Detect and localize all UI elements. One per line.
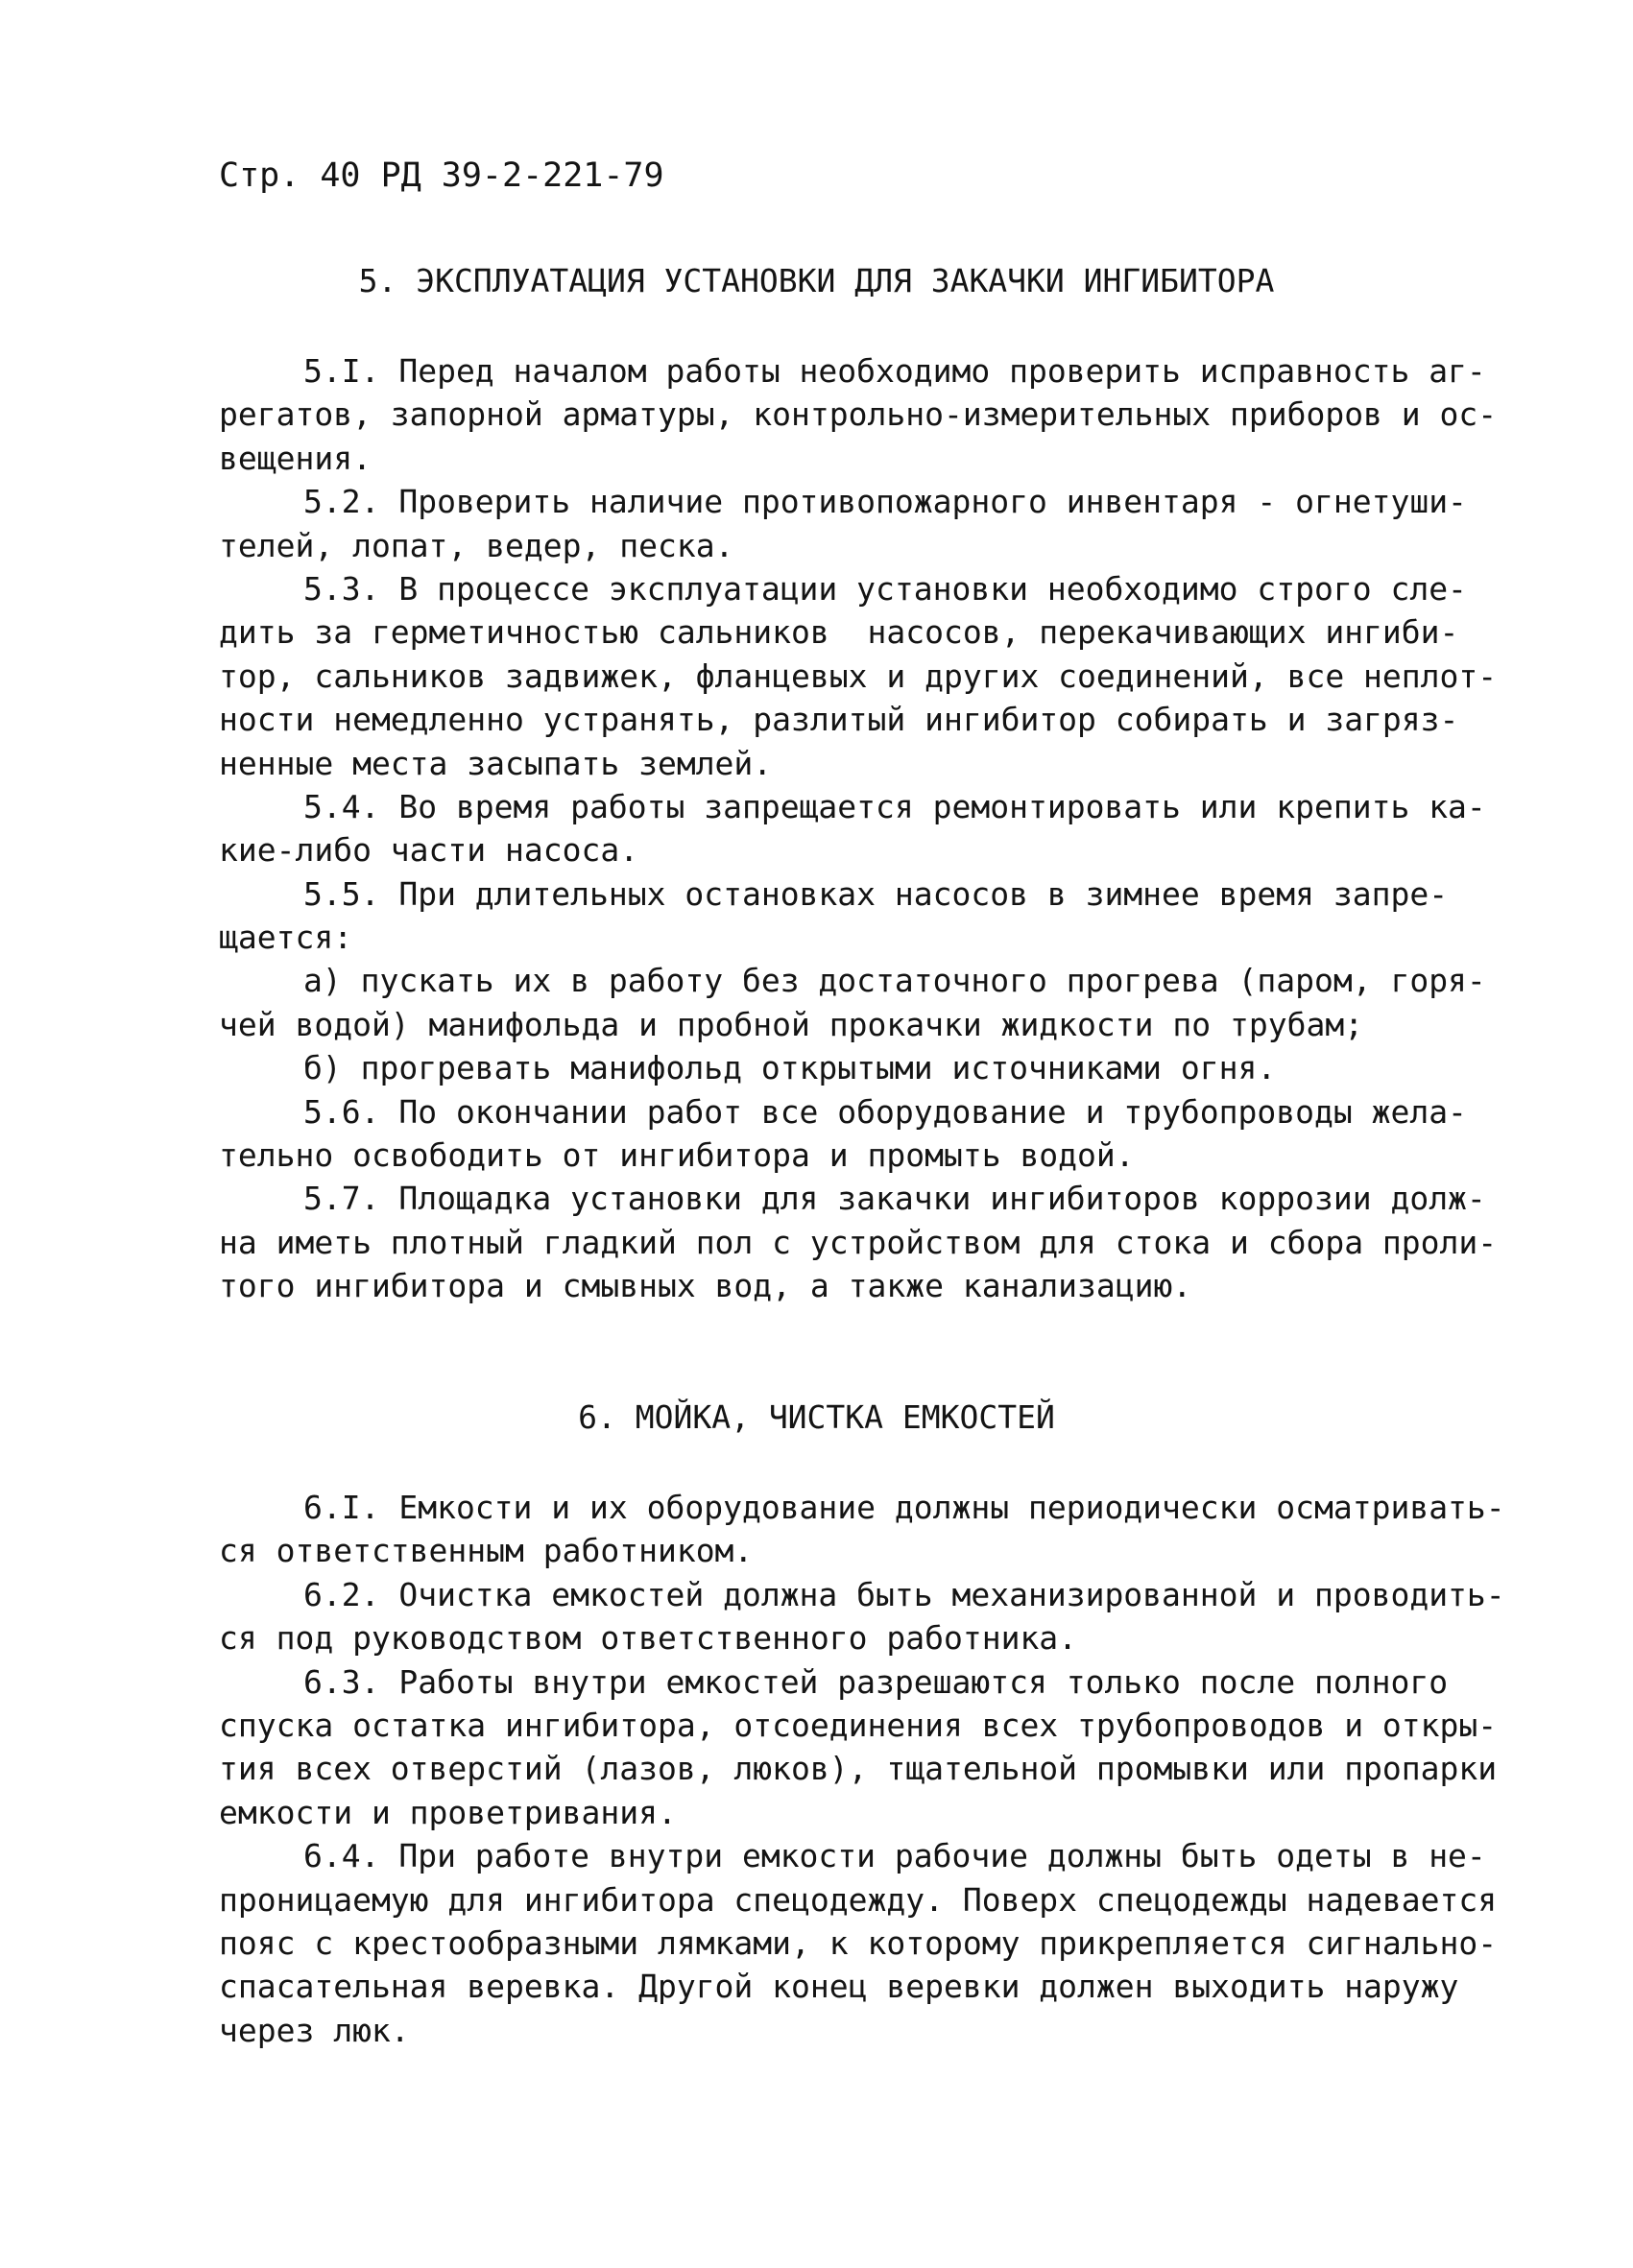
text-line: 6.I. Емкости и их оборудование должны периодически осматривать- <box>303 1489 1505 1526</box>
text-line: кие-либо части насоса. <box>219 831 639 870</box>
text-line: щается: <box>219 919 353 957</box>
text-line: 5.3. В процессе эксплуатации установки необходимо строго сле- <box>303 569 1467 608</box>
text-line: емкости и проветривания. <box>219 1793 677 1831</box>
text-line: 6.3. Работы внутри емкостей разрешаются только после полного <box>303 1662 1449 1701</box>
text-line: тия всех отверстий (лазов, люков), тщательной промывки или пропарки <box>219 1750 1498 1788</box>
text-line: тельно освободить от ингибитора и промыть водой. <box>219 1136 1135 1175</box>
text-line: регатов, запорной арматуры, контрольно-измерительных приборов и ос- <box>219 395 1498 434</box>
text-line: спуска остатка ингибитора, отсоединения всех трубопроводов и откры- <box>219 1706 1498 1744</box>
text-line: спасательная веревка. Другой конец веревки должен выходить наружу <box>219 1968 1459 2006</box>
text-line: дить за герметичностью сальников насосов, перекачивающих ингиби- <box>219 613 1459 652</box>
section-5-title: 5. ЭКСПЛУАТАЦИЯ УСТАНОВКИ ДЛЯ ЗАКАЧКИ ИНГИБИТОРА <box>358 262 1275 299</box>
section-6-body <box>219 1486 1505 2052</box>
text-line: 5.4. Во время работы запрещается ремонтировать или крепить ка- <box>303 787 1486 825</box>
text-line: на иметь плотный гладкий пол с устройством для стока и сбора проли- <box>219 1223 1498 1261</box>
page-header: Стр. 40 РД 39-2-221-79 <box>219 156 664 195</box>
text-line: 6.2. Очистка емкостей должна быть механизированной и проводить- <box>303 1575 1505 1613</box>
section-5-body <box>219 349 1498 1308</box>
text-line: ся под руководством ответственного работника. <box>219 1619 1078 1658</box>
text-line: 6.4. При работе внутри емкости рабочие должны быть одеты в не- <box>303 1837 1486 1875</box>
text-line: через люк. <box>219 2011 410 2049</box>
text-line: 5.7. Площадка установки для закачки ингибиторов коррозии долж- <box>303 1180 1486 1218</box>
text-line: вещения. <box>219 439 372 477</box>
text-line: телей, лопат, ведер, песка. <box>219 526 734 564</box>
text-line: тор, сальников задвижек, фланцевых и других соединений, все неплот- <box>219 657 1498 695</box>
text-line: 5.I. Перед началом работы необходимо проверить исправность аг- <box>303 352 1486 390</box>
text-line: 5.5. При длительных остановках насосов в зимнее время запре- <box>303 874 1449 913</box>
text-line: того ингибитора и смывных вод, а также канализацию. <box>219 1267 1192 1305</box>
text-line: ности немедленно устранять, разлитый ингибитор собирать и загряз- <box>219 701 1459 739</box>
text-line: б) прогревать манифольд открытыми источниками огня. <box>303 1049 1277 1087</box>
section-6-title: 6. МОЙКА, ЧИСТКА ЕМКОСТЕЙ <box>578 1398 1055 1436</box>
text-line: пояс с крестообразными лямками, к которому прикрепляется сигнально- <box>219 1923 1498 1962</box>
text-line: а) пускать их в работу без достаточного прогрева (паром, горя- <box>303 962 1486 1000</box>
text-line: проницаемую для ингибитора спецодежду. Поверх спецодежды надевается <box>219 1880 1498 1919</box>
text-line: 5.2. Проверить наличие противопожарного инвентаря - огнетуши- <box>303 483 1467 521</box>
text-line: ненные места засыпать землей. <box>219 744 773 782</box>
text-line: чей водой) манифольда и пробной прокачки жидкости по трубам; <box>219 1005 1364 1043</box>
text-line: 5.6. По окончании работ все оборудование и трубопроводы жела- <box>303 1092 1467 1131</box>
text-line: ся ответственным работником. <box>219 1532 754 1570</box>
